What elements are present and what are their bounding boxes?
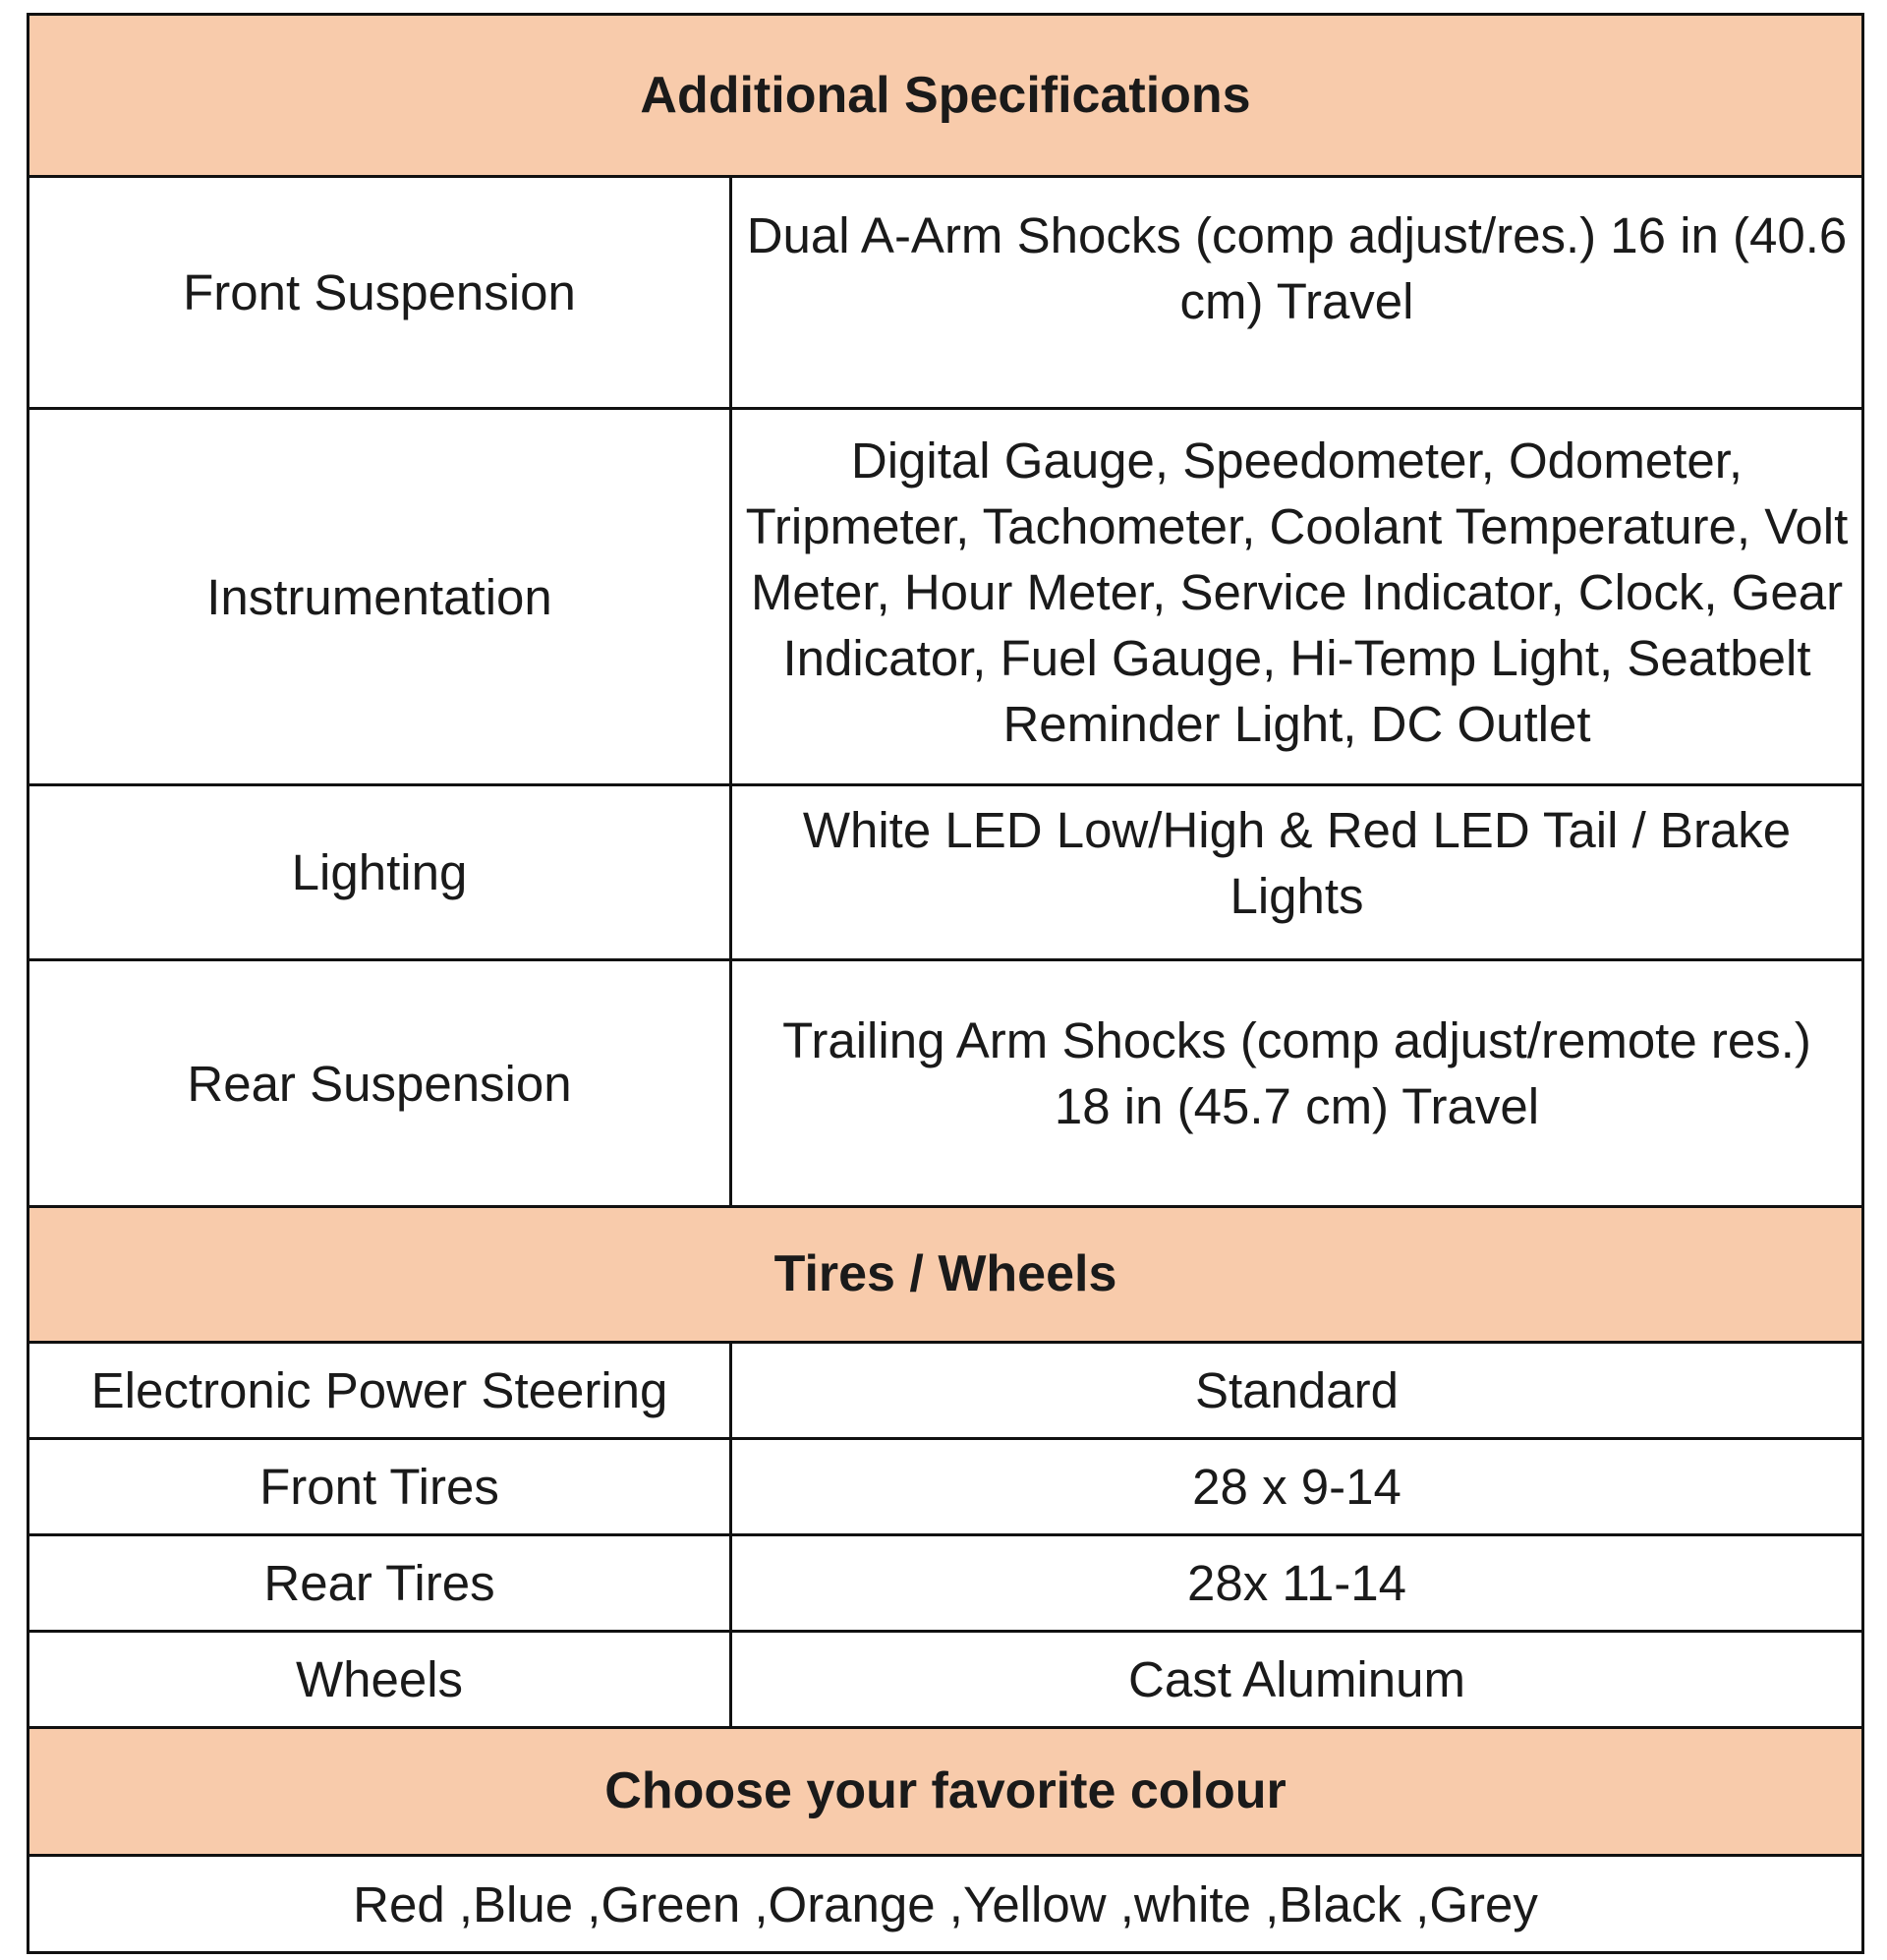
spec-value: 28 x 9-14	[731, 1439, 1863, 1535]
spec-label: Front Tires	[29, 1439, 731, 1535]
spec-label: Electronic Power Steering	[29, 1343, 731, 1439]
spec-value: Dual A-Arm Shocks (comp adjust/res.) 16 in (40.6 cm) Travel	[731, 177, 1863, 409]
spec-value: Standard	[731, 1343, 1863, 1439]
table-row	[29, 785, 1863, 960]
colour-options: Red ,Blue ,Green ,Orange ,Yellow ,white ,Black ,Grey	[29, 1856, 1863, 1953]
table-row	[29, 1439, 1863, 1535]
table-row	[29, 1343, 1863, 1439]
table-row	[29, 960, 1863, 1207]
spec-label: Lighting	[29, 785, 731, 960]
section-header-tires-wheels: Tires / Wheels	[29, 1207, 1863, 1343]
spec-value: Digital Gauge, Speedometer, Odometer, Tripmeter, Tachometer, Coolant Temperature, Volt Meter, Hour Meter, Service Indicator, Clock, Gear Indicator, Fuel Gauge, Hi-Temp Light, Seatbelt Reminder Light, DC Outlet	[731, 409, 1863, 785]
spec-value: Trailing Arm Shocks (comp adjust/remote res.) 18 in (45.7 cm) Travel	[731, 960, 1863, 1207]
table-row	[29, 177, 1863, 409]
table-row	[29, 409, 1863, 785]
spec-label: Instrumentation	[29, 409, 731, 785]
spec-label: Wheels	[29, 1632, 731, 1728]
spec-label: Rear Suspension	[29, 960, 731, 1207]
specifications-table	[27, 13, 1864, 1954]
section-header-colour: Choose your favorite colour	[29, 1728, 1863, 1856]
section-header-additional-specifications: Additional Specifications	[29, 15, 1863, 177]
spec-value: White LED Low/High & Red LED Tail / Brake Lights	[731, 785, 1863, 960]
spec-label: Front Suspension	[29, 177, 731, 409]
spec-value: 28x 11-14	[731, 1535, 1863, 1632]
spec-label: Rear Tires	[29, 1535, 731, 1632]
spec-value: Cast Aluminum	[731, 1632, 1863, 1728]
table-row	[29, 1632, 1863, 1728]
table-row	[29, 1535, 1863, 1632]
